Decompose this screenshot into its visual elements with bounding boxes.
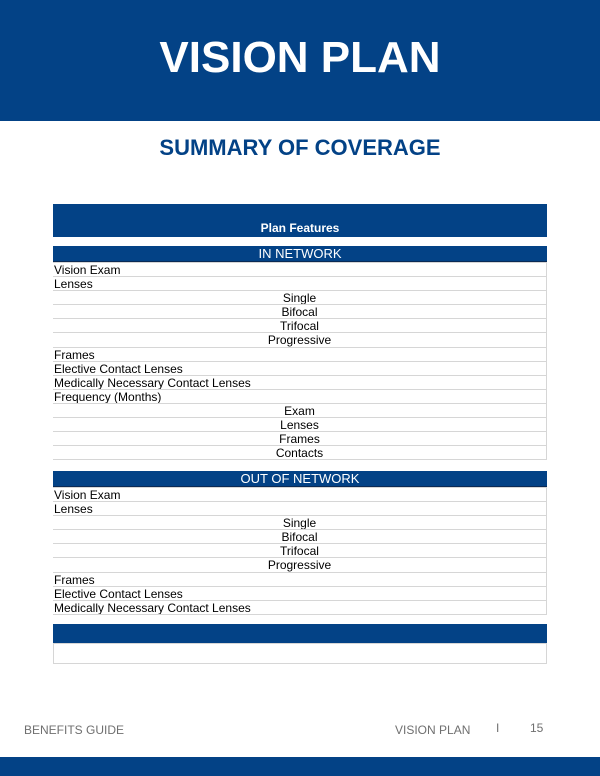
in-network-rows [53,262,547,460]
bottom-table-header [53,624,547,643]
table-row: Trifocal [53,319,547,333]
footer-section-name: VISION PLAN [395,723,471,737]
table-row: Bifocal [53,530,547,544]
table-row: Vision Exam [53,488,547,502]
table-row: Medically Necessary Contact Lenses [53,601,547,615]
table-row: Lenses [53,277,547,291]
bottom-table-box [53,643,547,664]
out-of-network-header: OUT OF NETWORK [53,471,547,488]
table-row: Exam [53,404,547,418]
table-row: Progressive [53,558,547,572]
table-row: Lenses [53,502,547,516]
table-row: Frames [53,348,547,362]
table-row: Lenses [53,418,547,432]
footer-page-number: 15 [530,721,544,735]
table-row: Contacts [53,446,547,460]
in-network-header: IN NETWORK [53,246,547,263]
footer-separator: I [496,721,500,735]
table-row: Single [53,291,547,305]
table-row: Frames [53,573,547,587]
table-row: Vision Exam [53,263,547,277]
table-row: Bifocal [53,305,547,319]
table-row: Frequency (Months) [53,390,547,404]
table-row: Medically Necessary Contact Lenses [53,376,547,390]
page-title: VISION PLAN [159,33,441,82]
table-row: Elective Contact Lenses [53,362,547,376]
table-row: Single [53,516,547,530]
page-subtitle: SUMMARY OF COVERAGE [159,135,441,160]
plan-features-header: Plan Features [53,204,547,237]
table-row: Frames [53,432,547,446]
table-row: Progressive [53,333,547,347]
table-row: Elective Contact Lenses [53,587,547,601]
footer-benefits-guide: BENEFITS GUIDE [24,723,125,737]
footer-band [0,757,600,776]
table-row: Trifocal [53,544,547,558]
out-of-network-rows [53,487,547,615]
